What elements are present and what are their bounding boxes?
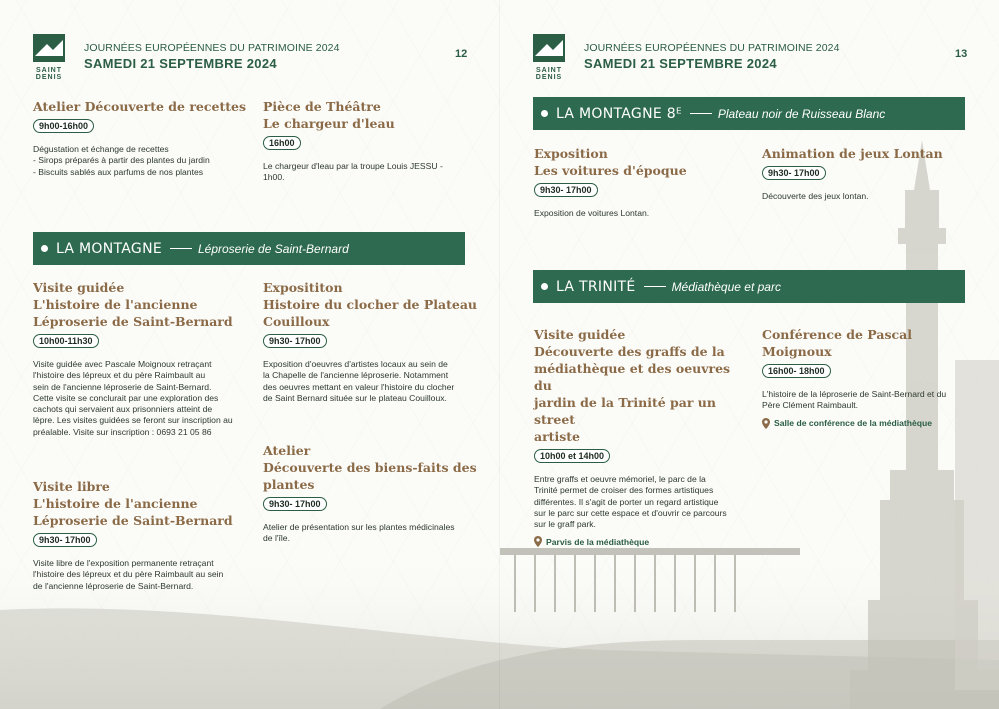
event-description: Le chargeur d'leau par la troupe Louis JESSU - 1h00. <box>263 161 443 183</box>
page-number: 13 <box>955 48 968 60</box>
event-title: Atelier Découverte des biens-faits des plantes <box>263 443 477 492</box>
event-title: Visite guidée Découverte des graffs de la médiathèque et des oeuvres du jardin de la Trinité par un street artiste <box>534 327 731 444</box>
event-description: L'histoire de la léproserie de Saint-Bernard et du Père Clément Raimbault. <box>762 389 947 411</box>
section-subtitle: Plateau noir de Ruisseau Blanc <box>717 106 886 121</box>
time-badge: 10h00 et 14h00 <box>534 449 610 463</box>
location-pin-icon <box>762 418 770 429</box>
event-card <box>534 326 752 547</box>
page-right <box>500 0 999 709</box>
event-description: Visite libre de l'exposition permanente retraçant l'histoire des lépreux et du père Raimbault au sein de l'ancienne léproserie de Saint-Bernard. <box>33 558 224 591</box>
section-subtitle: Médiathèque et parc <box>671 279 781 294</box>
event-title: Atelier Découverte de recettes <box>33 99 246 114</box>
section-band-la-trinite <box>533 270 965 303</box>
event-description: Découverte des jeux lontan. <box>762 191 869 201</box>
event-description: Exposition de voitures Lontan. <box>534 208 650 218</box>
section-name: LA MONTAGNE 8ᴱ <box>556 105 682 122</box>
event-card <box>762 145 977 202</box>
section-band-la-montagne <box>33 232 465 265</box>
city-logo-mark <box>533 34 565 62</box>
event-title: JOURNÉES EUROPÉENNES DU PATRIMOINE 2024 <box>84 42 340 54</box>
event-title: Exposition Les voitures d'époque <box>534 146 687 178</box>
event-location <box>762 418 977 429</box>
event-description: Visite guidée avec Pascale Moignoux retraçant l'histoire des lépreux et du père Raimbault au sein de l'ancienne léproserie de Saint-Bernard. Cette visite se conclurait par une exploration des cachots qui servaient aux prisonniers atteint de lèpre. Les visites guidées se feront sur inscription au préalable. Visite sur inscription : 0693 21 05 86 <box>33 359 233 437</box>
event-card <box>263 442 478 545</box>
page-number: 12 <box>455 48 468 60</box>
event-description: Dégustation et échange de recettes - Sirops préparés à partir des plantes du jardin - Biscuits sablés aux parfums de nos plantes <box>33 144 210 177</box>
section-name: LA TRINITÉ <box>556 278 636 295</box>
event-title: Conférence de Pascal Moignoux <box>762 327 912 359</box>
event-title: Visite libre L'histoire de l'ancienne Léproserie de Saint-Bernard <box>33 479 233 528</box>
logo-word-1: SAINT <box>36 67 62 74</box>
time-badge: 9h30- 17h00 <box>33 533 97 547</box>
event-card <box>263 98 468 184</box>
city-logo-mark <box>33 34 65 62</box>
section-dash <box>644 286 666 287</box>
event-card <box>534 145 749 219</box>
bullet-dot <box>41 245 48 252</box>
event-date: SAMEDI 21 SEPTEMBRE 2024 <box>584 56 777 71</box>
time-badge: 9h30- 17h00 <box>263 497 327 511</box>
location-label: Salle de conférence de la médiathèque <box>774 418 933 429</box>
section-band-la-montagne-8e <box>533 97 965 130</box>
city-logo <box>533 34 565 81</box>
event-card <box>263 279 478 404</box>
city-logo <box>33 34 65 81</box>
location-pin-icon <box>534 536 542 547</box>
event-description: Entre graffs et oeuvre mémoriel, le parc de la Trinité permet de croiser des formes artistiques différentes. Il s'agit de porter un regard artistique sur le parc sur cette espace et d'ouvrir ce parcours sur le graff park. <box>534 474 727 530</box>
bullet-dot <box>541 283 548 290</box>
event-location <box>534 536 752 547</box>
section-dash <box>690 113 712 114</box>
event-card <box>33 98 253 178</box>
event-title: Visite guidée L'histoire de l'ancienne Léproserie de Saint-Bernard <box>33 280 233 329</box>
time-badge: 10h00-11h30 <box>33 334 99 348</box>
event-card <box>762 326 977 429</box>
event-card <box>33 478 248 592</box>
time-badge: 16h00 <box>263 136 301 150</box>
event-card <box>33 279 248 438</box>
event-description: Exposition d'oeuvres d'artistes locaux au sein de la Chapelle de l'ancienne léproserie. Notamment des oeuvres mettant en valeur l'histoire du clocher de Saint Bernard située sur le plateau Couilloux. <box>263 359 455 403</box>
time-badge: 9h30- 17h00 <box>762 166 826 180</box>
event-title: Pièce de Théâtre Le chargeur d'leau <box>263 99 395 131</box>
event-date: SAMEDI 21 SEPTEMBRE 2024 <box>84 56 277 71</box>
section-subtitle: Léproserie de Saint-Bernard <box>197 241 349 256</box>
logo-word-2: DENIS <box>35 74 63 81</box>
time-badge: 16h00- 18h00 <box>762 364 831 378</box>
event-title: JOURNÉES EUROPÉENNES DU PATRIMOINE 2024 <box>584 42 840 54</box>
event-description: Atelier de présentation sur les plantes médicinales de l'île. <box>263 522 455 544</box>
logo-word-2: DENIS <box>535 74 563 81</box>
logo-word-1: SAINT <box>536 67 562 74</box>
time-badge: 9h30- 17h00 <box>534 183 598 197</box>
event-title: Exposititon Histoire du clocher de Plateau Couilloux <box>263 280 478 329</box>
section-name: LA MONTAGNE <box>56 240 162 257</box>
event-title: Animation de jeux Lontan <box>762 146 943 161</box>
time-badge: 9h00-16h00 <box>33 119 94 133</box>
bullet-dot <box>541 110 548 117</box>
page-left <box>0 0 499 709</box>
location-label: Parvis de la médiathèque <box>546 536 650 547</box>
section-dash <box>170 248 192 249</box>
time-badge: 9h30- 17h00 <box>263 334 327 348</box>
